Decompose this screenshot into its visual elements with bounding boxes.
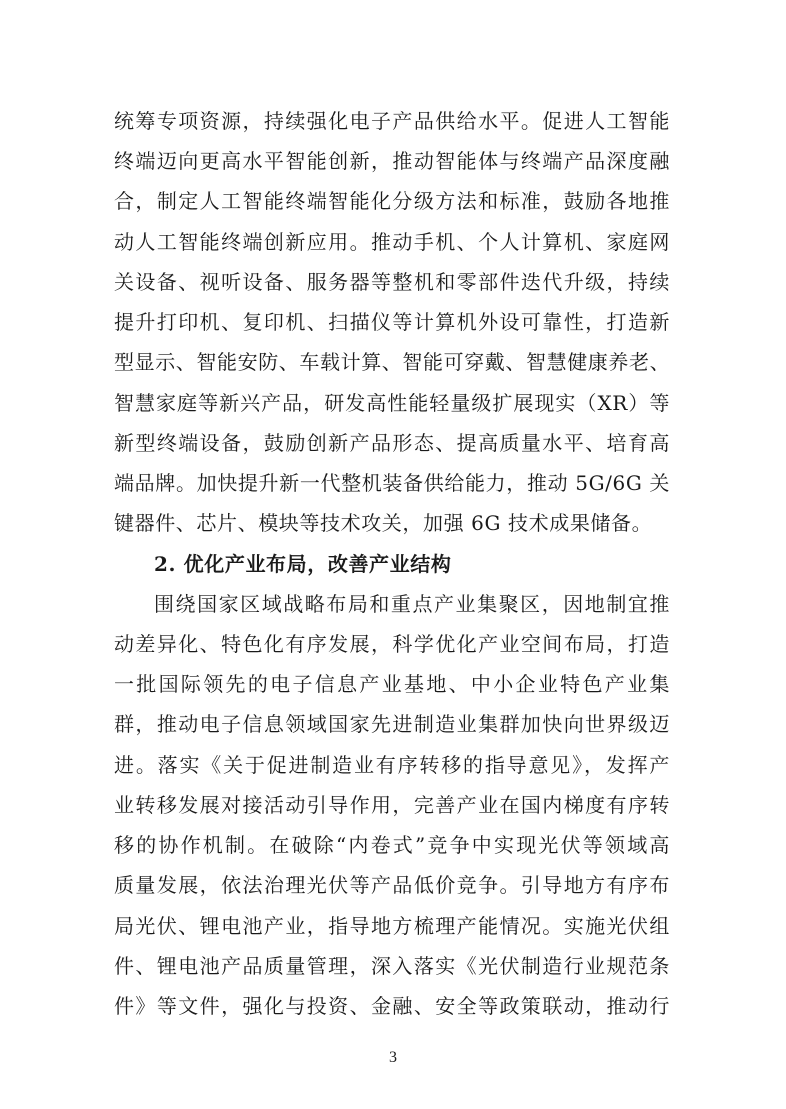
text-line: 型显示、智能安防、车载计算、智能可穿戴、智慧健康养老、 <box>114 350 671 374</box>
text-line: 智慧家庭等新兴产品，研发高性能轻量级扩展现实（XR）等 <box>114 391 670 415</box>
text-line: 局光伏、锂电池产业，指导地方梳理产能情况。实施光伏组 <box>114 914 670 938</box>
page-number: 3 <box>389 1049 397 1066</box>
text-line: 提升打印机、复印机、扫描仪等计算机外设可靠性，打造新 <box>114 310 670 334</box>
text-line: 群，推动电子信息领域国家先进制造业集群加快向世界级迈 <box>114 712 670 736</box>
text-line: 业转移发展对接活动引导作用，完善产业在国内梯度有序转 <box>114 793 670 817</box>
text-line: 终端迈向更高水平智能创新，推动智能体与终端产品深度融 <box>114 149 670 173</box>
text-line: 统筹专项资源，持续强化电子产品供给水平。促进人工智能 <box>114 109 670 133</box>
text-line: 件》等文件，强化与投资、金融、安全等政策联动，推动行 <box>114 994 670 1018</box>
text-line: 质量发展，依法治理光伏等产品低价竞争。引导地方有序布 <box>114 873 670 897</box>
text-line: 件、锂电池产品质量管理，深入落实《光伏制造行业规范条 <box>114 954 670 978</box>
text-line: 端品牌。加快提升新一代整机装备供给能力，推动 5G/6G 关 <box>114 471 670 495</box>
text-line: 合，制定人工智能终端智能化分级方法和标准，鼓励各地推 <box>114 189 670 213</box>
section-heading: 2. 优化产业布局，改善产业结构 <box>154 552 452 576</box>
text-line: 进。落实《关于促进制造业有序转移的指导意见》，发挥产 <box>114 753 670 777</box>
text-line: 关设备、视听设备、服务器等整机和零部件迭代升级，持续 <box>114 270 670 294</box>
text-line: 动差异化、特色化有序发展，科学优化产业空间布局，打造 <box>114 632 670 656</box>
text-line: 新型终端设备，鼓励创新产品形态、提高质量水平、培育高 <box>114 431 670 455</box>
text-line: 键器件、芯片、模块等技术攻关，加强 6G 技术成果储备。 <box>114 511 653 535</box>
text-line: 动人工智能终端创新应用。推动手机、个人计算机、家庭网 <box>114 230 670 254</box>
text-line: 围绕国家区域战略布局和重点产业集聚区，因地制宜推 <box>154 592 670 616</box>
text-line: 移的协作机制。在破除“内卷式”竞争中实现光伏等领域高 <box>114 833 670 857</box>
text-line: 一批国际领先的电子信息产业基地、中小企业特色产业集 <box>114 672 670 696</box>
